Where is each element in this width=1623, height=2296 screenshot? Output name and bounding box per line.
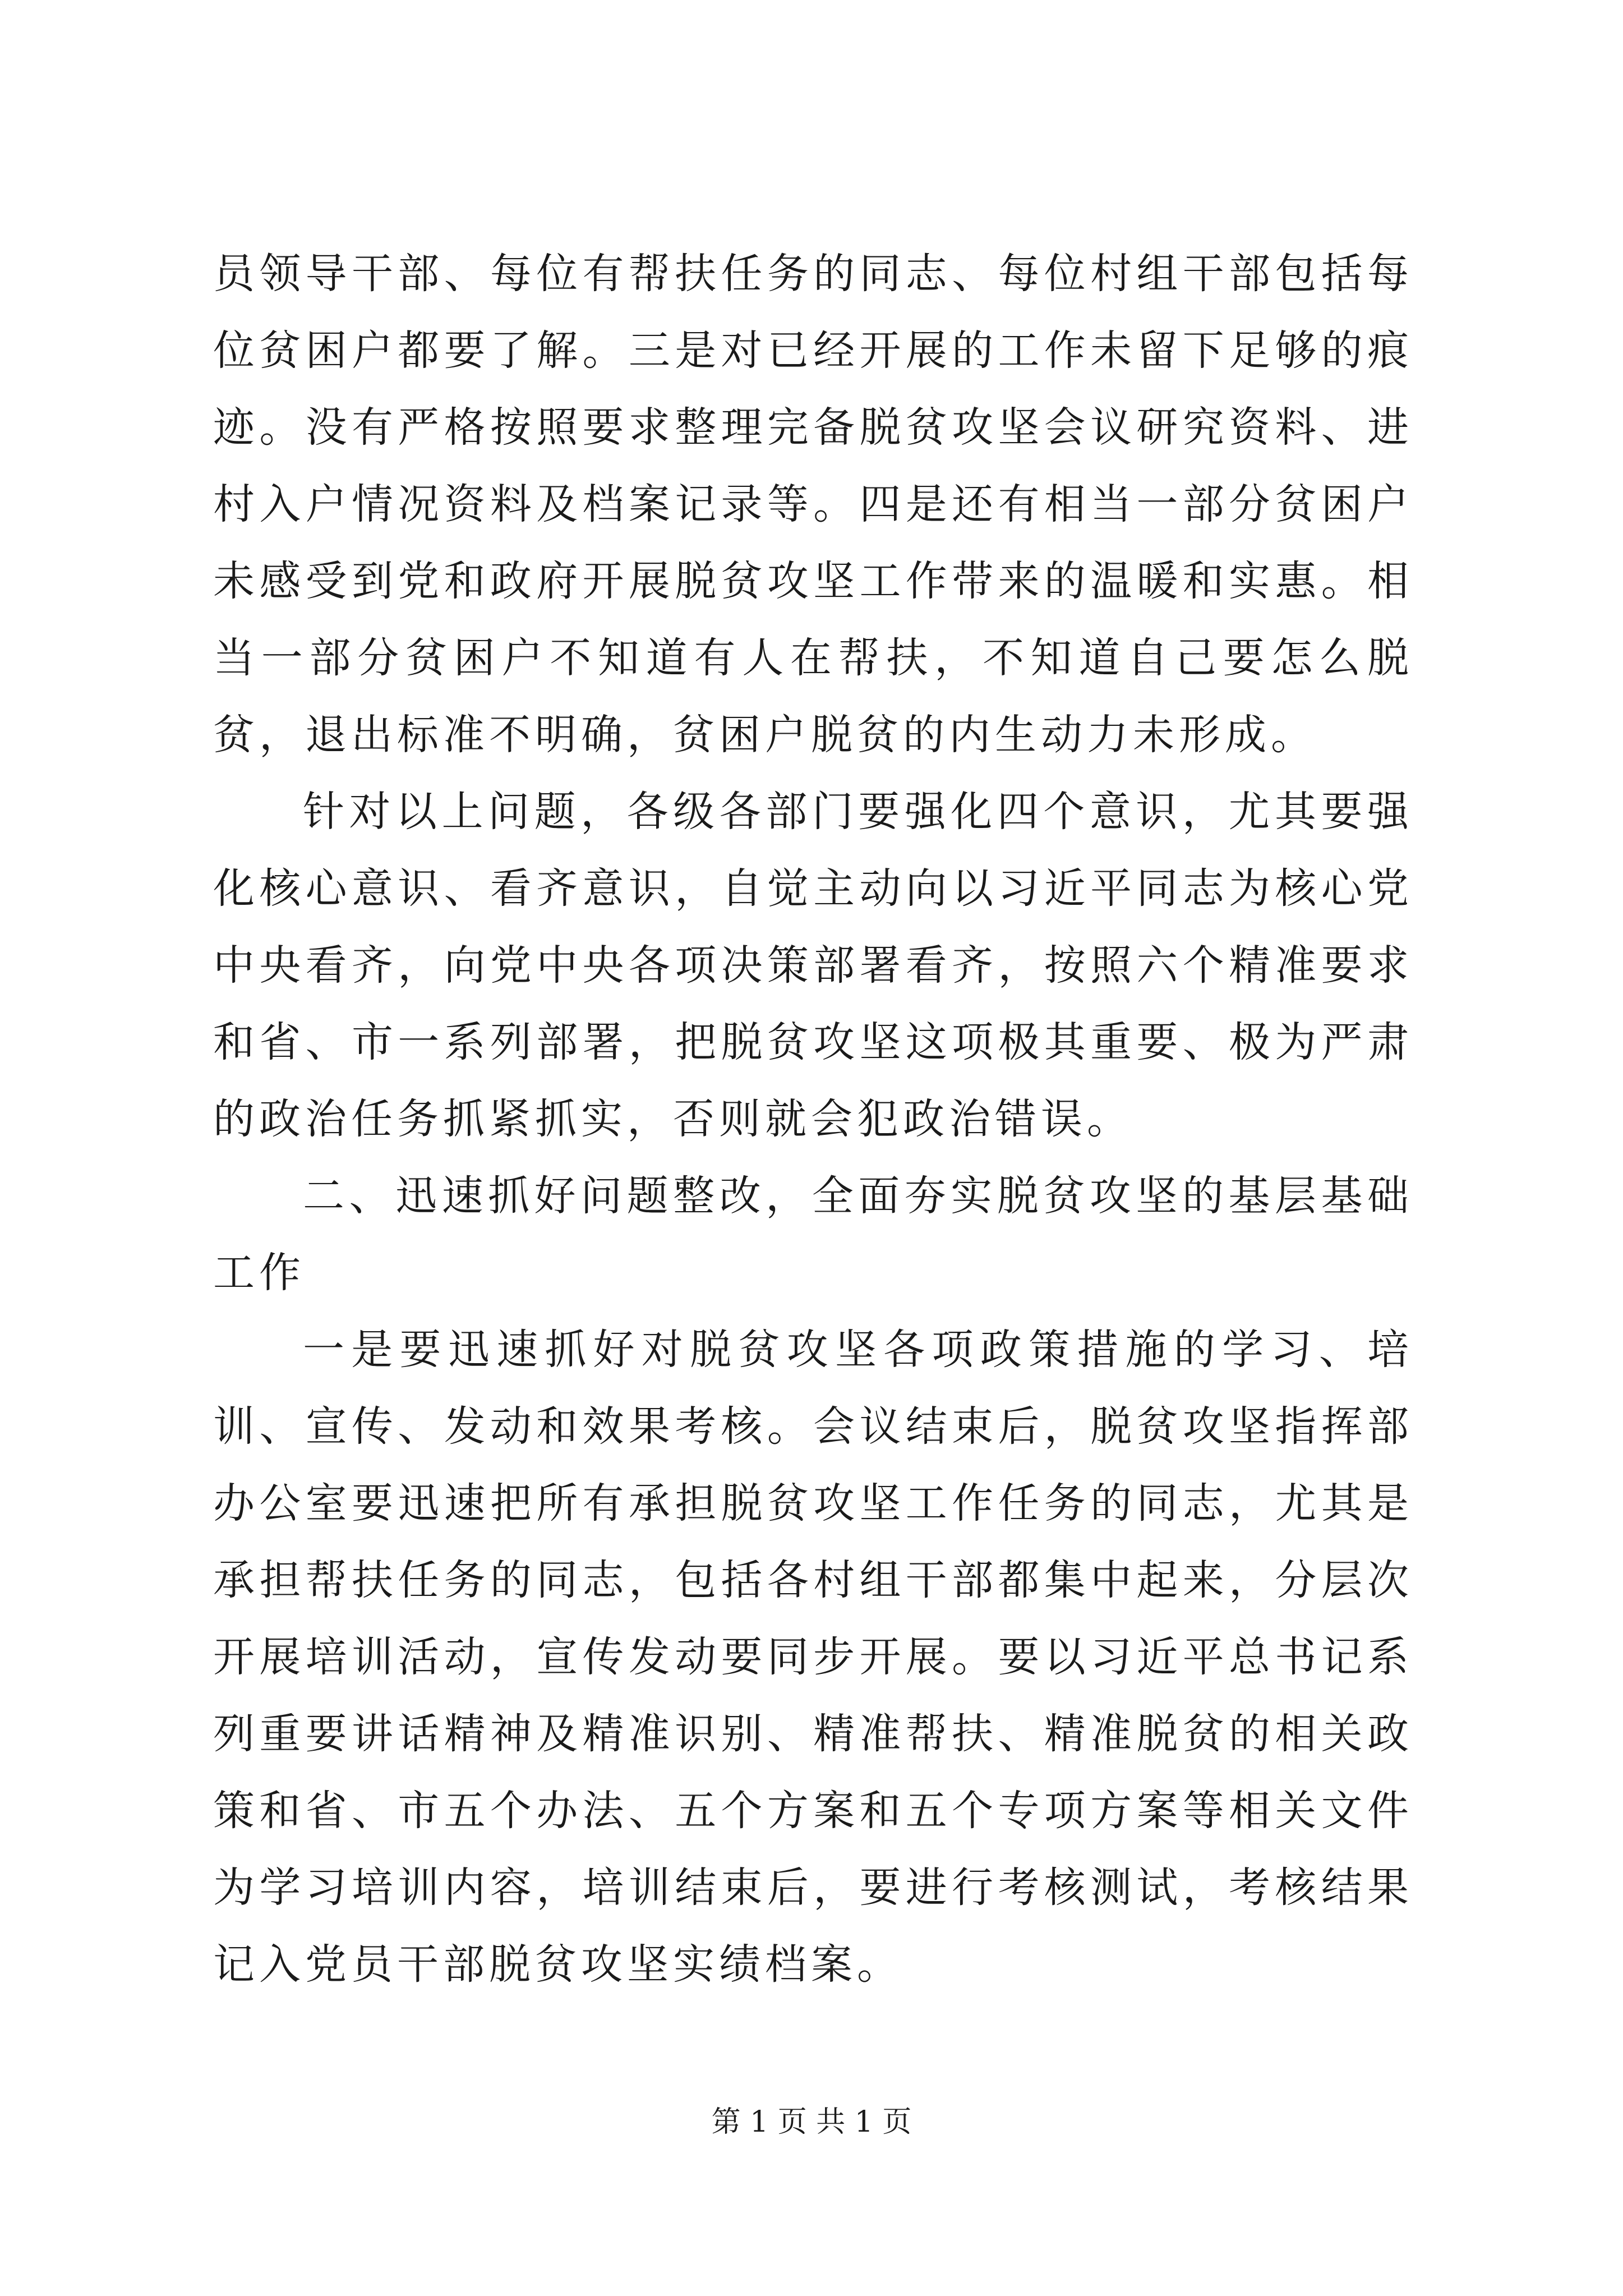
paragraph-1: 员领导干部、每位有帮扶任务的同志、每位村组干部包括每位贫困户都要了解。三是对已经开展的工作未留下足够的痕迹。没有严格按照要求整理完备脱贫攻坚会议研究资料、进村入户情况资料及档案记录等。四是还有相当一部分贫困户未感受到党和政府开展脱贫攻坚工作带来的温暖和实惠。相当一部分贫困户不知道有人在帮扶，不知道自己要怎么脱贫，退出标准不明确，贫困户脱贫的内生动力未形成。	[213, 250, 1413, 759]
document-body	[213, 236, 1413, 2003]
paragraph-3: 一是要迅速抓好对脱贫攻坚各项政策措施的学习、培训、宣传、发动和效果考核。会议结束后，脱贫攻坚指挥部办公室要迅速把所有承担脱贫攻坚工作任务的同志，尤其是承担帮扶任务的同志，包括各村组干部都集中起来，分层次开展培训活动，宣传发动要同步开展。要以习近平总书记系列重要讲话精神及精准识别、精准帮扶、精准脱贫的相关政策和省、市五个办法、五个方案和五个专项方案等相关文件为学习培训内容，培训结束后，要进行考核测试，考核结果记入党员干部脱贫攻坚实绩档案。	[213, 1326, 1413, 1989]
page-footer: 第 1 页 共 1 页	[711, 2105, 912, 2139]
paragraph-2: 针对以上问题，各级各部门要强化四个意识，尤其要强化核心意识、看齐意识，自觉主动向以习近平同志为核心党中央看齐，向党中央各项决策部署看齐，按照六个精准要求和省、市一系列部署，把脱贫攻坚这项极其重要、极为严肃的政治任务抓紧抓实，否则就会犯政治错误。	[213, 788, 1413, 1143]
section-heading: 二、迅速抓好问题整改，全面夯实脱贫攻坚的基层基础工作	[213, 1172, 1413, 1297]
